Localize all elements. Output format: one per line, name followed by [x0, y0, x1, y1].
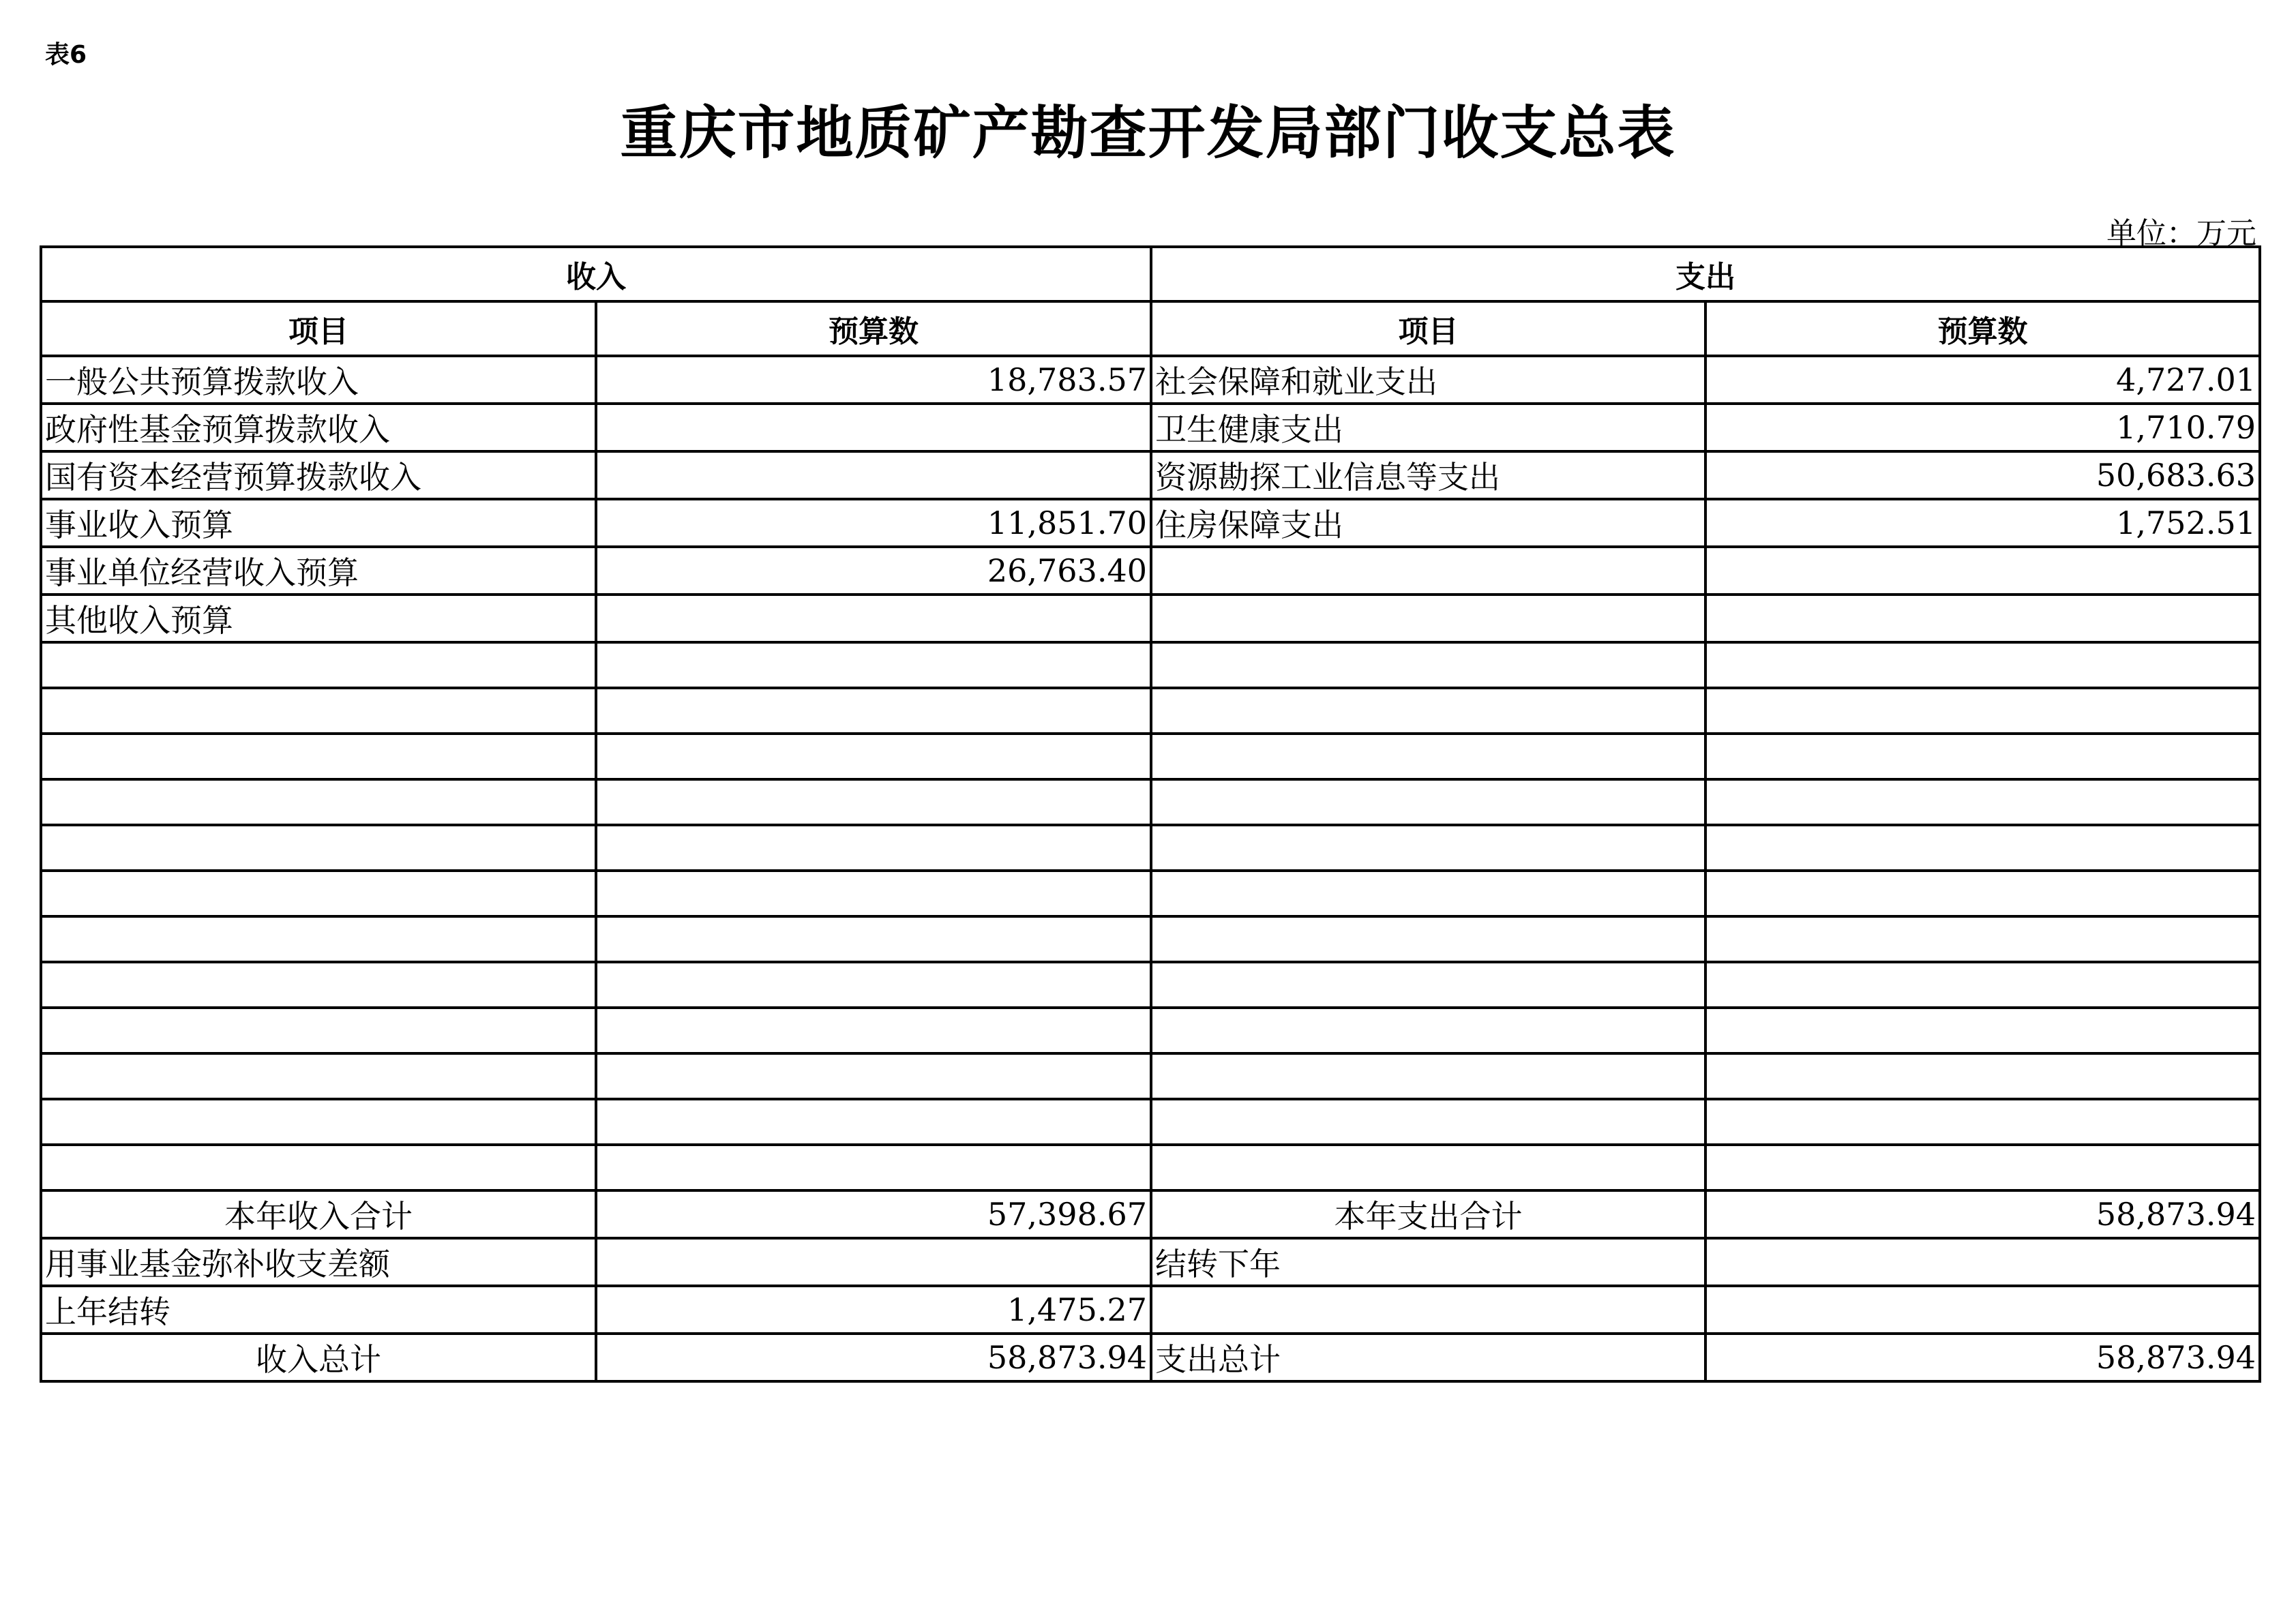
expense-subtotal-label: 本年支出合计	[1151, 1190, 1705, 1238]
income-value	[596, 595, 1151, 642]
expense-header: 支出	[1151, 247, 2260, 301]
expense-value	[1705, 871, 2260, 916]
table-row	[41, 1286, 2260, 1334]
expense-total-value: 58,873.94	[1705, 1334, 2260, 1381]
income-item: 上年结转	[41, 1286, 596, 1334]
table-row	[41, 1008, 2260, 1053]
income-value: 1,475.27	[596, 1286, 1151, 1334]
income-value	[596, 962, 1151, 1008]
expense-value: 4,727.01	[1705, 356, 2260, 404]
table-row	[41, 1099, 2260, 1145]
income-item	[41, 871, 596, 916]
expense-value	[1705, 547, 2260, 595]
subtotal-row	[41, 1190, 2260, 1238]
expense-value: 1,752.51	[1705, 499, 2260, 547]
income-item: 事业单位经营收入预算	[41, 547, 596, 595]
expense-value	[1705, 825, 2260, 871]
table-row	[41, 779, 2260, 825]
income-budget-header: 预算数	[596, 301, 1151, 356]
expense-item	[1151, 871, 1705, 916]
expense-item	[1151, 1286, 1705, 1334]
table-row	[41, 962, 2260, 1008]
income-value: 26,763.40	[596, 547, 1151, 595]
income-item	[41, 688, 596, 734]
expense-item: 卫生健康支出	[1151, 404, 1705, 451]
expense-item	[1151, 1099, 1705, 1145]
section-header-row	[41, 247, 2260, 301]
income-item	[41, 825, 596, 871]
table-row	[41, 734, 2260, 779]
income-value: 18,783.57	[596, 356, 1151, 404]
income-value	[596, 1238, 1151, 1286]
income-item: 国有资本经营预算拨款收入	[41, 451, 596, 499]
income-value: 11,851.70	[596, 499, 1151, 547]
expense-item	[1151, 779, 1705, 825]
income-value	[596, 1008, 1151, 1053]
expense-value	[1705, 1053, 2260, 1099]
income-value	[596, 404, 1151, 451]
expense-item	[1151, 1145, 1705, 1190]
income-item	[41, 1099, 596, 1145]
income-total-value: 58,873.94	[596, 1334, 1151, 1381]
table-row	[41, 1238, 2260, 1286]
expense-value	[1705, 642, 2260, 688]
expense-item	[1151, 1008, 1705, 1053]
income-item	[41, 962, 596, 1008]
income-item	[41, 642, 596, 688]
income-value	[596, 642, 1151, 688]
expense-item: 住房保障支出	[1151, 499, 1705, 547]
total-row	[41, 1334, 2260, 1381]
table-row	[41, 825, 2260, 871]
income-item	[41, 734, 596, 779]
income-item: 其他收入预算	[41, 595, 596, 642]
income-subtotal-label: 本年收入合计	[41, 1190, 596, 1238]
table-row	[41, 547, 2260, 595]
table-row	[41, 499, 2260, 547]
expense-value	[1705, 1099, 2260, 1145]
column-header-row	[41, 301, 2260, 356]
table-row	[41, 916, 2260, 962]
expense-value	[1705, 916, 2260, 962]
income-value	[596, 825, 1151, 871]
income-item: 一般公共预算拨款收入	[41, 356, 596, 404]
expense-value	[1705, 1145, 2260, 1190]
expense-value	[1705, 734, 2260, 779]
table-row	[41, 688, 2260, 734]
income-item: 政府性基金预算拨款收入	[41, 404, 596, 451]
income-subtotal-value: 57,398.67	[596, 1190, 1151, 1238]
expense-item	[1151, 547, 1705, 595]
expense-item	[1151, 642, 1705, 688]
income-item	[41, 1008, 596, 1053]
expense-total-label: 支出总计	[1151, 1334, 1705, 1381]
expense-value: 50,683.63	[1705, 451, 2260, 499]
income-total-label: 收入总计	[41, 1334, 596, 1381]
table-number: 表6	[45, 41, 87, 69]
expense-budget-header: 预算数	[1705, 301, 2260, 356]
income-value	[596, 451, 1151, 499]
expense-item	[1151, 688, 1705, 734]
expense-value	[1705, 779, 2260, 825]
page-title: 重庆市地质矿产勘查开发局部门收支总表	[620, 100, 1676, 166]
expense-item	[1151, 595, 1705, 642]
income-value	[596, 688, 1151, 734]
expense-item	[1151, 962, 1705, 1008]
expense-item	[1151, 916, 1705, 962]
income-item	[41, 916, 596, 962]
expense-value	[1705, 688, 2260, 734]
expense-value	[1705, 1008, 2260, 1053]
expense-value	[1705, 595, 2260, 642]
table-row	[41, 356, 2260, 404]
income-item	[41, 1053, 596, 1099]
income-item: 用事业基金弥补收支差额	[41, 1238, 596, 1286]
table-row	[41, 451, 2260, 499]
income-value	[596, 1145, 1151, 1190]
expense-item	[1151, 825, 1705, 871]
income-item: 事业收入预算	[41, 499, 596, 547]
table-row	[41, 871, 2260, 916]
expense-item	[1151, 734, 1705, 779]
income-item	[41, 779, 596, 825]
expense-subtotal-value: 58,873.94	[1705, 1190, 2260, 1238]
expense-item: 社会保障和就业支出	[1151, 356, 1705, 404]
table-row	[41, 1053, 2260, 1099]
income-value	[596, 779, 1151, 825]
table-row	[41, 642, 2260, 688]
expense-item-header: 项目	[1151, 301, 1705, 356]
expense-item: 资源勘探工业信息等支出	[1151, 451, 1705, 499]
income-value	[596, 1099, 1151, 1145]
income-value	[596, 871, 1151, 916]
income-item-header: 项目	[41, 301, 596, 356]
table-row	[41, 1145, 2260, 1190]
table-row	[41, 404, 2260, 451]
income-value	[596, 1053, 1151, 1099]
expense-value	[1705, 962, 2260, 1008]
income-header: 收入	[41, 247, 1151, 301]
unit-label: 单位：万元	[2106, 216, 2256, 251]
expense-item	[1151, 1053, 1705, 1099]
budget-table	[40, 245, 2261, 1383]
table-row	[41, 595, 2260, 642]
expense-value: 1,710.79	[1705, 404, 2260, 451]
expense-item: 结转下年	[1151, 1238, 1705, 1286]
income-value	[596, 916, 1151, 962]
expense-value	[1705, 1238, 2260, 1286]
income-item	[41, 1145, 596, 1190]
expense-value	[1705, 1286, 2260, 1334]
income-value	[596, 734, 1151, 779]
